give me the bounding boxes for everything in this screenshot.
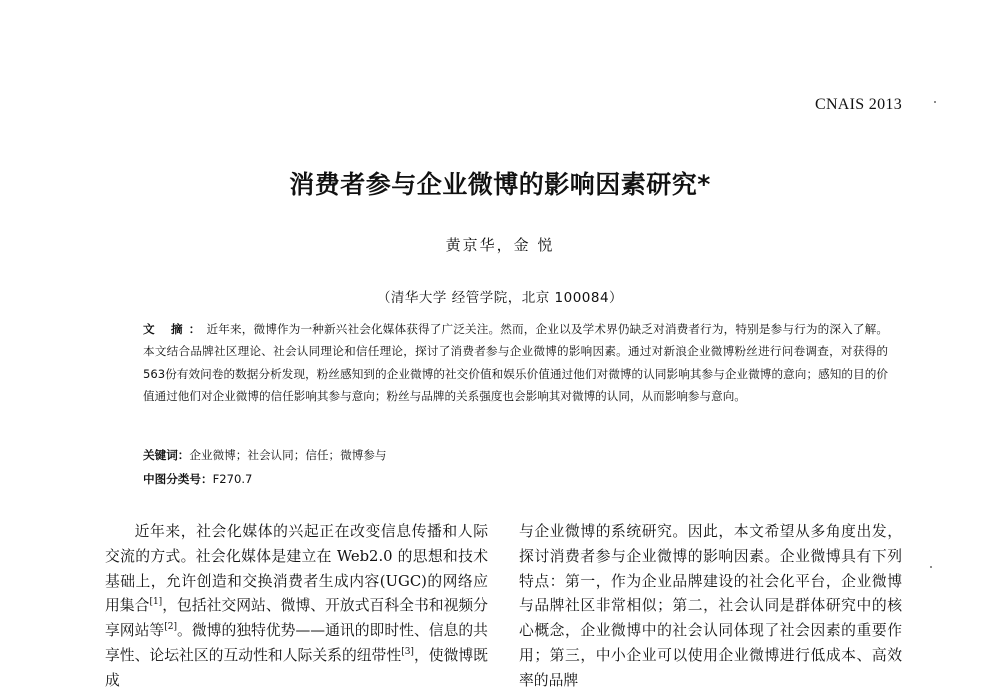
body-text: 近年来，社会化媒体的兴起正在改变信息传播和人际交流的方式。社会化媒体是建立在 Web2.0 的思想和技术基础上，允许创造和交换消费者生成内容(UGC)的网络应用集合	[105, 523, 488, 615]
conference-tag: CNAIS 2013	[814, 96, 902, 113]
citation-ref: [2]	[164, 622, 177, 633]
body-text: ，包括社交网站、微博、开放式百科全书和视频分享网站等	[105, 597, 488, 640]
body-paragraph: 与企业微博的系统研究。因此，本文希望从多角度出发，探讨消费者参与企业微博的影响因素。企业微博具有下列特点：第一，作为企业品牌建设的社会化平台，企业微博与品牌社区非常相似；第二，社会认同是群体研究中的核心概念，企业微博中的社会认同体现了社会因素的重要作用；第三，中小企业可以使用企业微博进行低成本、高效率的品牌	[519, 523, 902, 689]
paper-affiliation: （清华大学 经管学院，北京 100084）	[376, 290, 624, 306]
keywords-label: 关键词：	[143, 448, 190, 462]
keywords-line	[143, 447, 387, 463]
paper-title: 消费者参与企业微博的影响因素研究*	[289, 170, 711, 199]
clc-text: F270.7	[212, 472, 253, 486]
clc-line	[143, 471, 252, 487]
paper-authors: 黄京华，金 悦	[445, 236, 555, 254]
citation-ref: [3]	[401, 647, 414, 658]
body-text: ，使微博既成	[105, 646, 488, 689]
abstract-text: 近年来，微博作为一种新兴社会化媒体获得了广泛关注。然而，企业以及学术界仍缺乏对消费者行为，特别是参与行为的深入了解。本文结合品牌社区理论、社会认同理论和信任理论，探讨了消费者参与企业微博的影响因素。通过对新浪企业微博粉丝进行问卷调查，对获得的563份有效问卷的数据分析发现，粉丝感知到的企业微博的社交价值和娱乐价值通过他们对微博的认同影响其参与企业微博的意向；感知的目的价值通过他们对企业微博的信任影响其参与意向；粉丝与品牌的关系强度也会影响其对微博的认同，从而影响参与意向。	[143, 322, 888, 404]
body-paragraph	[105, 520, 488, 693]
scan-speck	[934, 101, 936, 103]
abstract-block	[143, 318, 888, 408]
clc-label: 中图分类号：	[143, 472, 213, 486]
keywords-text: 企业微博；社会认同；信任；微博参与	[189, 448, 387, 462]
citation-ref: [1]	[149, 597, 163, 608]
body-column-right	[519, 520, 902, 693]
body-text: 。微博的独特优势——通讯的即时性、信息的共享性、论坛社区的互动性和人际关系的纽带性	[105, 622, 488, 664]
abstract-label: 文 摘：	[143, 322, 207, 336]
body-column-left	[105, 520, 488, 693]
scan-speck	[930, 566, 932, 568]
